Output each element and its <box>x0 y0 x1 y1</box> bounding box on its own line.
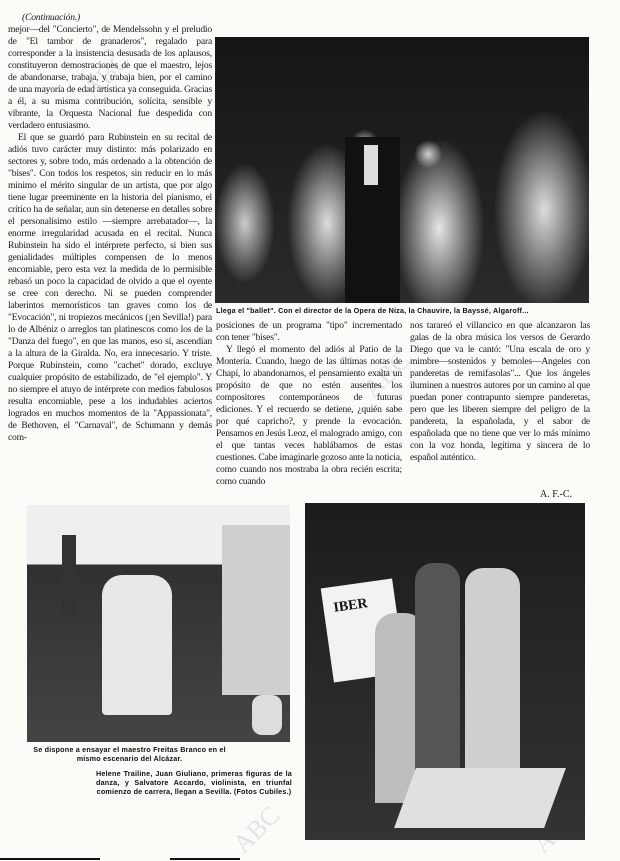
watermark: ABC <box>77 45 136 104</box>
figure-conductor <box>102 575 172 715</box>
divider <box>170 858 240 860</box>
article-column-left <box>8 12 212 444</box>
photo-dancers-arrival <box>305 503 585 840</box>
aircraft-stairs <box>394 768 566 828</box>
photo-alcazar-conductor <box>27 505 290 742</box>
figure-shirt <box>364 145 378 185</box>
caption-bottom-left-photo: Se dispone a ensayar el maestro Freitas Branco en el mismo escenario del Alcázar. <box>33 745 226 763</box>
photo-ballet-arrival <box>215 37 589 303</box>
watermark: ABC <box>357 345 416 404</box>
building <box>222 525 290 695</box>
article-paragraph: nos tarareó el villancico en que alcanzaron las galas de la obra música los versos de Gerardo Diego que va le cantó: "Una escala de oro y mimbre—sostenidos y bemoles—Angeles con panderetas de remifasolas"... Que los ángeles iluminen a nuestros autores por un camino al que puedan poner contrapunto siempre panderetas, pero que les liberen siempre del peligro de la pandereta, la españolada, y el sabor de españolada que no tiene que ver lo más mínimo con la voz honda, legítima y sincera de lo español auténtico. <box>410 320 590 463</box>
article-column-right <box>410 320 590 464</box>
divider <box>0 858 100 860</box>
article-paragraph: Y llegó el momento del adiós al Patio de la Montería. Cuando, luego de las últimas notas de Chapí, lo abandonamos, el pensamiento exalta un propósito de que no estén ausentes los compositores contemporáneos de futuras ediciones. Y el recuerdo se detiene, ¿quién sabe por qué capricho?, y prende la evocación. Pensamos en Jesús Leoz, el malogrado amigo, con el que tantas veces hablábamos de estas cuestiones. Cabe imaginarle gozoso ante la noticia, como cuando nos mostraba la obra recién escrita; como cuando <box>216 344 402 487</box>
sign-text: IBER <box>332 596 369 616</box>
article-column-middle <box>216 320 402 488</box>
continuation-label: (Continuación.) <box>22 12 81 23</box>
article-paragraph: posiciones de un programa "tipo" incrementado con tener "bises". <box>216 320 402 343</box>
caption-top-photo: Llega el "ballet". Con el director de la Opera de Niza, la Chauvire, la Bayssé, Algaroff... <box>216 306 529 315</box>
caption-bottom-right-photo: Helene Trailine, Juan Giuliano, primeras figuras de la danza, y Salvatore Accardo, violinista, en triunfal comienzo de carrera, llegan a Sevilla. (Fotos Cubiles.) <box>96 769 292 796</box>
figure-man-left <box>415 563 460 783</box>
article-paragraph: mejor—del "Concierto", de Mendelssohn y el preludio de "El tambor de granaderos", regalado para corresponder a la insistencia desusada de los aplausos, constituyeron demostraciones de que el maestro, lejos de abandonarse, trabaja, y trabaja bien, por el camino de una mayoría de edad artística ya conseguida. Gracias a él, a su misma contribución, solícita, sensible y vibrante, la Orquesta Nacional fue despedida con verdadero entusiasmo. <box>8 24 212 131</box>
watermark: ABC <box>227 800 286 859</box>
article-paragraph: El que se guardó para Rubinstein en su recital de adiós tuvo carácter muy distinto: más polarizado en sectores y, sobre todo, más ordenado a la obtención de "bises". Con todos los respetos, sin reducir en lo más mínimo el mérito singular de un artista, que por algo tiene lugar preeminente en la historia del pianismo, el crítico ha de señalar, aun sin detenerse en detalles sobre el personalísimo estilo —siempre arrebatador—, la enorme irregularidad acusada en el recital. Nunca Rubinstein ha sido el intérprete perfecto, si bien sus genialidades múltiples compensen de lo menos encomiable, pero esta vez la medida de lo permisible rebasó un poco la capacidad de olvido a que el oyente se cree con derecho. Ni se pueden comprender laberintos memorísticos tan graves como los de "Evocación", ni tropiezos mecánicos (¡en Sevilla!) para lo de Albéniz o arreglos tan platinescos como los de la "Danza del fuego", en que las manos, eso sí, ascendían a la altura de la Giralda. No, era innecesario. Y triste. Porque Rubinstein, como "cachet" dorado, excluye cualquier propósito de estabilizado, de "el ejemplo". Y no siempre el atuyo de intérprete con medios fabulosos resulta encomiable, pese a los indudables aciertos logrados en muchos momentos de la "Appassionata", de Bethoven, el "Carnaval", de Schumann y demás com- <box>8 132 212 443</box>
tower <box>62 535 76 615</box>
figure-seated <box>252 695 282 735</box>
author-signature: A. F.-C. <box>540 489 572 500</box>
